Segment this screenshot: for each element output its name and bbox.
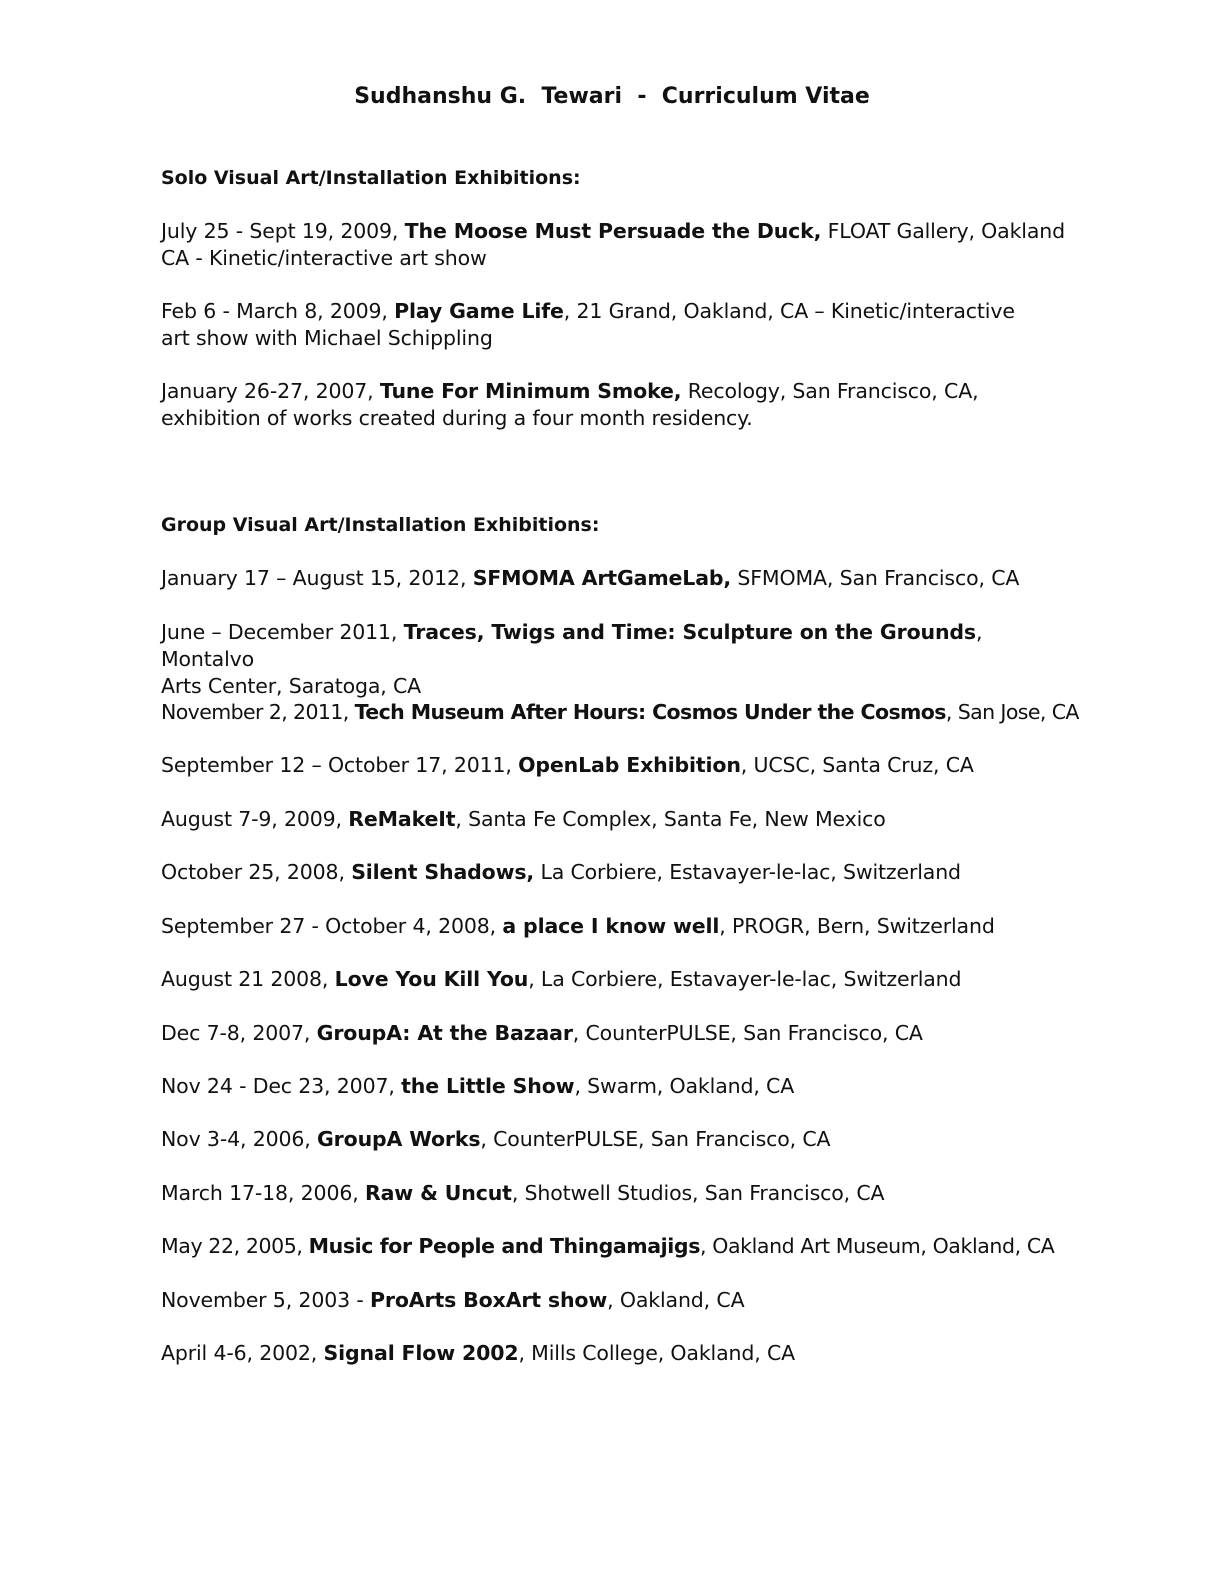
entry-title: Play Game Life — [394, 299, 564, 323]
entry-date: September 12 – October 17, 2011, — [161, 753, 519, 777]
entry-title: Traces, Twigs and Time: Sculpture on the Grounds — [403, 620, 976, 644]
entry-details: , Mills College, Oakland, CA — [518, 1341, 795, 1365]
entry-details: , PROGR, Bern, Switzerland — [719, 914, 995, 938]
entry-title: Silent Shadows, — [351, 860, 535, 884]
solo-exhibitions-heading: Solo Visual Art/Installation Exhibitions: — [161, 167, 581, 189]
entry-date: May 22, 2005, — [161, 1234, 309, 1258]
group-entry — [161, 1180, 1081, 1207]
solo-entry — [161, 378, 1081, 432]
group-entry — [161, 565, 1081, 592]
entry-details: SFMOMA, San Francisco, CA — [731, 566, 1020, 590]
entry-details-continued: art show with Michael Schippling — [161, 326, 493, 350]
entry-details: , UCSC, Santa Cruz, CA — [740, 753, 974, 777]
group-entry — [161, 1073, 1081, 1100]
group-entry — [161, 699, 1081, 726]
entry-date: June – December 2011, — [161, 620, 404, 644]
entry-title: Tune For Minimum Smoke, — [379, 379, 682, 403]
entry-date: January 17 – August 15, 2012, — [161, 566, 473, 590]
group-entry — [161, 1340, 1081, 1367]
group-entry — [161, 619, 1081, 700]
entry-date: Nov 3-4, 2006, — [161, 1127, 317, 1151]
entry-details: , Swarm, Oakland, CA — [574, 1074, 795, 1098]
entry-date: March 17-18, 2006, — [161, 1181, 365, 1205]
entry-details: , CounterPULSE, San Francisco, CA — [572, 1021, 923, 1045]
group-entry — [161, 752, 1081, 779]
entry-title: Raw & Uncut — [364, 1181, 512, 1205]
entry-details: , La Corbiere, Estavayer-le-lac, Switzerland — [528, 967, 962, 991]
entry-details: , 21 Grand, Oakland, CA – Kinetic/interactive — [563, 299, 1015, 323]
entry-title: Music for People and Thingamajigs — [308, 1234, 701, 1258]
entry-date: October 25, 2008, — [161, 860, 352, 884]
solo-entry — [161, 218, 1081, 272]
entry-date: Nov 24 - Dec 23, 2007, — [161, 1074, 402, 1098]
group-entry — [161, 1287, 1081, 1314]
entry-title: OpenLab Exhibition — [518, 753, 741, 777]
entry-title: The Moose Must Persuade the Duck, — [404, 219, 822, 243]
entry-date: September 27 - October 4, 2008, — [161, 914, 503, 938]
group-entry — [161, 806, 1081, 833]
entry-details-continued: Arts Center, Saratoga, CA — [161, 674, 422, 698]
entry-title: GroupA: At the Bazaar — [316, 1021, 573, 1045]
entry-title: ReMakeIt — [348, 807, 456, 831]
entry-details: , Oakland Art Museum, Oakland, CA — [700, 1234, 1055, 1258]
entry-date: Dec 7-8, 2007, — [161, 1021, 317, 1045]
entry-details-continued: CA - Kinetic/interactive art show — [161, 246, 487, 270]
entry-date: July 25 - Sept 19, 2009, — [161, 219, 405, 243]
entry-title: the Little Show — [401, 1074, 575, 1098]
entry-title: SFMOMA ArtGameLab, — [472, 566, 732, 590]
entry-details: , Shotwell Studios, San Francisco, CA — [511, 1181, 885, 1205]
group-exhibitions-heading: Group Visual Art/Installation Exhibitions: — [161, 514, 600, 536]
entry-date: November 2, 2011, — [161, 700, 355, 724]
entry-details: , Santa Fe Complex, Santa Fe, New Mexico — [455, 807, 886, 831]
group-entry — [161, 1020, 1081, 1047]
entry-title: Signal Flow 2002 — [323, 1341, 519, 1365]
group-entry — [161, 966, 1081, 993]
entry-details: , CounterPULSE, San Francisco, CA — [480, 1127, 831, 1151]
group-entry — [161, 859, 1081, 886]
entry-title: Love You Kill You — [334, 967, 529, 991]
entry-date: Feb 6 - March 8, 2009, — [161, 299, 395, 323]
entry-details: , San Jose, CA — [945, 700, 1079, 724]
entry-date: November 5, 2003 - — [161, 1288, 370, 1312]
entry-details-continued: exhibition of works created during a four month residency. — [161, 406, 753, 430]
page-title: Sudhanshu G. Tewari - Curriculum Vitae — [354, 84, 870, 109]
solo-entry — [161, 298, 1081, 352]
entry-title: Tech Museum After Hours: Cosmos Under the Cosmos — [354, 700, 946, 724]
entry-details: , Montalvo — [161, 620, 983, 671]
entry-date: August 21 2008, — [161, 967, 335, 991]
entry-details: FLOAT Gallery, Oakland — [821, 219, 1065, 243]
group-entry — [161, 913, 1081, 940]
entry-details: La Corbiere, Estavayer-le-lac, Switzerland — [534, 860, 961, 884]
entry-title: ProArts BoxArt show — [370, 1288, 608, 1312]
entry-date: August 7-9, 2009, — [161, 807, 349, 831]
entry-title: GroupA Works — [317, 1127, 481, 1151]
group-entry — [161, 1126, 1081, 1153]
entry-title: a place I know well — [502, 914, 720, 938]
entry-details: , Oakland, CA — [607, 1288, 745, 1312]
entry-details: Recology, San Francisco, CA, — [681, 379, 979, 403]
entry-date: January 26-27, 2007, — [161, 379, 380, 403]
group-entry — [161, 1233, 1081, 1260]
entry-date: April 4-6, 2002, — [161, 1341, 324, 1365]
